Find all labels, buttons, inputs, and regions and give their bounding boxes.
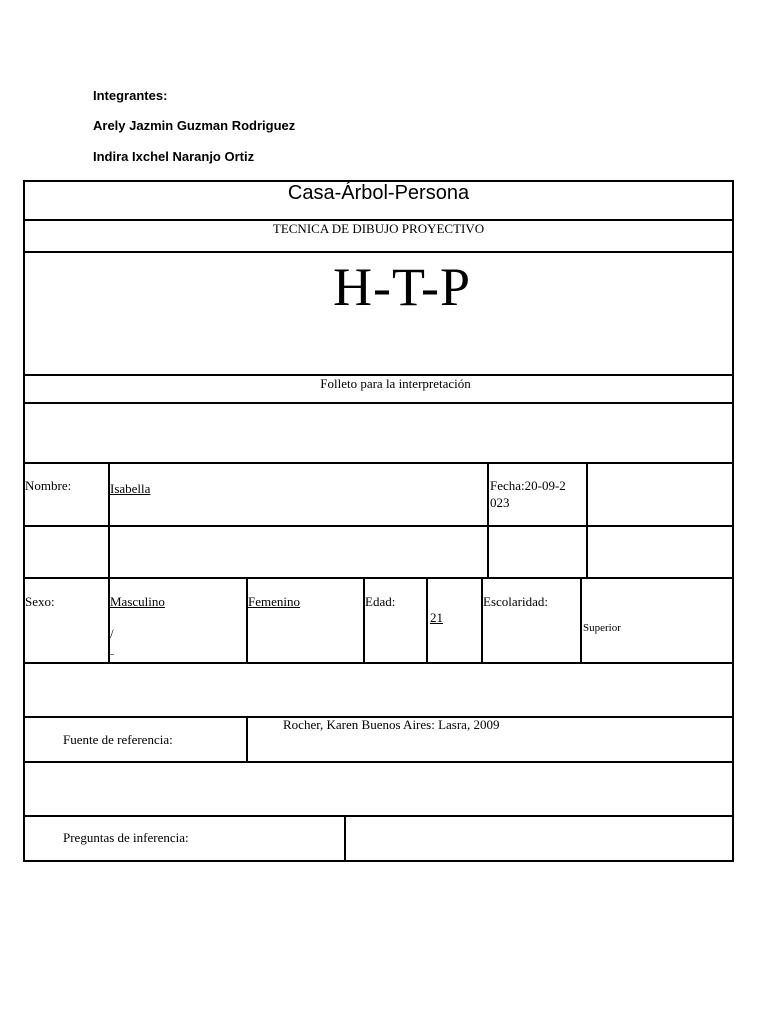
nombre-label: Nombre: (25, 478, 72, 493)
nombre-value: Isabella (110, 481, 151, 496)
rule (23, 577, 734, 579)
fuente-value: Rocher, Karen Buenos Aires: Lasra, 2009 (283, 717, 500, 732)
col-divider (580, 577, 582, 664)
fecha-line2: 023 (490, 495, 510, 510)
preguntas-label: Preguntas de inferencia: (63, 830, 189, 845)
col-divider (246, 577, 248, 664)
masculino-checkmark: / (110, 626, 114, 641)
form-subtitle: TECNICA DE DIBUJO PROYECTIVO (272, 221, 485, 236)
htp-acronym: H-T-P (332, 257, 472, 317)
edad-label: Edad: (365, 594, 396, 609)
femenino-option: Femenino (248, 594, 300, 609)
col-divider (586, 462, 588, 579)
col-divider (487, 462, 489, 579)
booklet-caption: Folleto para la interpretación (320, 376, 471, 391)
col-divider (481, 577, 483, 664)
rule (23, 251, 734, 253)
masculino-option: Masculino (110, 594, 165, 609)
masculino-underscore: _ (109, 645, 114, 656)
rule (23, 815, 734, 817)
col-divider (246, 716, 248, 763)
escolaridad-value: Superior (583, 622, 621, 634)
escolaridad-label: Escolaridad: (483, 594, 548, 609)
integrantes-label: Integrantes: (93, 88, 168, 103)
fecha-line1: Fecha:20-09-2 (490, 478, 566, 493)
sexo-label: Sexo: (25, 594, 55, 609)
member-name-1: Arely Jazmin Guzman Rodriguez (93, 118, 296, 133)
fuente-label: Fuente de referencia: (63, 732, 173, 747)
rule (23, 402, 734, 404)
col-divider (426, 577, 428, 664)
rule (23, 662, 734, 664)
rule (23, 761, 734, 763)
col-divider (108, 462, 110, 579)
rule (23, 462, 734, 464)
edad-value: 21 (430, 610, 443, 625)
col-divider (344, 815, 346, 862)
form-title: Casa-Árbol-Persona (287, 182, 470, 204)
rule (23, 525, 734, 527)
col-divider (363, 577, 365, 664)
member-name-2: Indira Ixchel Naranjo Ortiz (93, 149, 255, 164)
